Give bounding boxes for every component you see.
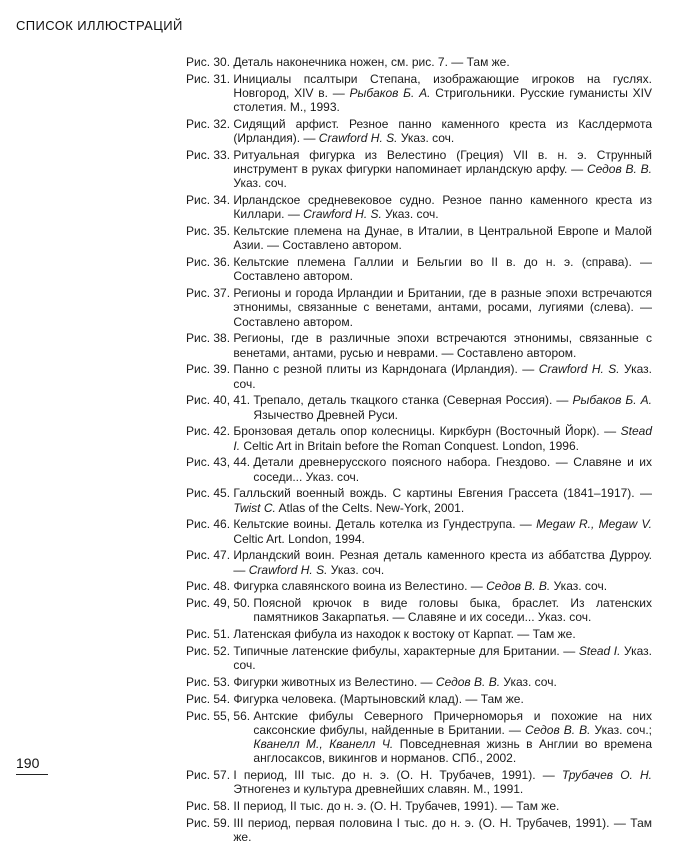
figure-caption (233, 117, 652, 145)
figure-caption (233, 72, 652, 115)
figure-caption (233, 517, 652, 545)
figure-caption (253, 455, 652, 483)
caption-text: Регионы и города Ирландии и Британии, где в разные эпохи встречаются этнонимы, связанные с венетами, антами, росами, лугиями (слева). — Составлено автором. (233, 286, 652, 329)
list-item (186, 72, 652, 115)
figure-caption (233, 424, 652, 452)
author-name: Stead I. (233, 424, 652, 453)
list-item (186, 548, 652, 576)
caption-text: Кельтские племена Галлии и Бельгии во II в. до н. э. (справа). — Составлено автором. (233, 255, 652, 284)
caption-text: Деталь наконечника ножен, см. рис. 7. — Там же. (233, 55, 510, 69)
list-item (186, 692, 652, 706)
list-item (186, 255, 652, 283)
author-name: Рыбаков Б. А. (349, 86, 431, 100)
figure-number: Рис. 57. (186, 768, 231, 782)
list-item (186, 424, 652, 452)
figure-caption (233, 255, 652, 283)
figure-caption (253, 596, 652, 624)
figure-number: Рис. 47. (186, 548, 231, 563)
list-item (186, 224, 652, 252)
figure-caption (233, 55, 652, 69)
figure-caption (233, 286, 652, 329)
author-name: Twist C. (233, 500, 276, 515)
caption-text: Кельтские воины. Деталь котелка из Гундеструпа. — (233, 517, 537, 532)
caption-text: Кельтские племена на Дунае, в Италии, в Центральной Европе и Малой Азии. — Составлено автором. (233, 224, 652, 253)
list-item (186, 117, 652, 145)
caption-text: Галльский военный вождь. С картины Евгения Грассета (1841–1917). — (233, 486, 652, 501)
illustrations-list (186, 55, 652, 847)
list-item (186, 331, 652, 359)
author-name: Кванелл М., Кванелл Ч. (253, 737, 394, 751)
running-header: СПИСОК ИЛЛЮСТРАЦИЙ (16, 18, 183, 33)
figure-number: Рис. 51. (186, 627, 231, 642)
author-name: Седов В. В. (435, 675, 501, 689)
list-item (186, 644, 652, 672)
caption-text: Ирландское средневековое судно. Резное панно каменного креста из Киллари. — (233, 193, 652, 222)
caption-text: Ирландский воин. Резная деталь каменного креста из аббатства Дурроу. — (233, 548, 652, 577)
list-item (186, 579, 652, 593)
list-item (186, 486, 652, 514)
figure-caption (233, 362, 652, 390)
caption-text: Латенская фибула из находок к востоку от Карпат. — Там же. (233, 627, 576, 642)
caption-text: Фигурка славянского воина из Велестино. — (233, 579, 487, 594)
caption-text: Панно с резной плиты из Карндонага (Ирландия). — (233, 362, 539, 377)
figure-number: Рис. 36. (186, 255, 231, 270)
caption-text: Сидящий арфист. Резное панно каменного креста из Каслдермота (Ирландия). — (233, 117, 652, 146)
caption-text: Celtic Art. London, 1994. (233, 531, 365, 546)
author-name: Crawford H. S. (538, 362, 620, 377)
caption-text: Указ. соч. (397, 131, 455, 146)
caption-text: Указ. соч. (550, 579, 608, 594)
figure-number: Рис. 55, 56. (186, 708, 251, 723)
caption-text: Фигурка человека. (Мартыновский клад). — Там же. (233, 691, 524, 706)
caption-text: Указ. соч. (381, 207, 439, 222)
list-item (186, 799, 652, 813)
caption-text: II период, II тыс. до н. э. (О. Н. Трубачев, 1991). — Там же. (233, 799, 560, 813)
figure-number: Рис. 59. (186, 815, 231, 830)
list-item (186, 455, 652, 483)
list-item (186, 362, 652, 390)
figure-caption (233, 224, 652, 252)
figure-number: Рис. 32. (186, 117, 231, 131)
caption-text: Ритуальная фигурка из Велестино (Греция) VII в. н. э. Струнный инструмент в руках фигурки напоминает ирландскую арфу. — (233, 148, 652, 177)
list-item (186, 596, 652, 624)
caption-text: Atlas of the Celts. New-York, 2001. (275, 500, 465, 515)
caption-text: Инициалы псалтыри Степана, изображающие игроков на гуслях. Новгород, XIV в. — (233, 71, 652, 100)
caption-text: Этногенез и культура древнейших славян. М., 1991. (233, 782, 524, 797)
figure-caption (233, 193, 652, 221)
list-item (186, 393, 652, 421)
figure-caption (233, 486, 652, 514)
list-item (186, 55, 652, 69)
list-item (186, 193, 652, 221)
author-name: Седов В. В. (486, 579, 551, 594)
list-item (186, 709, 652, 766)
author-name: Седов В. В. (586, 162, 652, 177)
caption-text: Указ. соч.; (590, 722, 653, 737)
caption-text: Указ. соч. (233, 176, 287, 191)
figure-number: Рис. 42. (186, 424, 231, 439)
figure-caption (233, 692, 652, 706)
figure-caption (233, 627, 652, 641)
figure-number: Рис. 39. (186, 362, 231, 377)
figure-number: Рис. 30. (186, 55, 231, 69)
figure-number: Рис. 49, 50. (186, 596, 251, 611)
author-name: Crawford H. S. (318, 131, 398, 146)
figure-caption (233, 331, 652, 359)
caption-text: Бронзовая деталь опор колесницы. Киркбурн (Восточный Йорк). — (233, 424, 621, 439)
caption-text: Типичные латенские фибулы, характерные для Британии. — (233, 644, 579, 658)
figure-caption (233, 579, 652, 593)
caption-text: I период, III тыс. до н. э. (О. Н. Трубачев, 1991). — (233, 768, 562, 782)
caption-text: Celtic Art in Britain before the Roman Conquest. London, 1996. (240, 438, 579, 453)
author-name: Рыбаков Б. А. (572, 393, 652, 408)
figure-caption (233, 799, 652, 813)
figure-caption (233, 816, 652, 844)
author-name: Megaw R., Megaw V. (536, 517, 652, 532)
caption-text: III период, первая половина I тыс. до н. э. (О. Н. Трубачев, 1991). — Там же. (233, 815, 652, 844)
list-item (186, 768, 652, 796)
figure-number: Рис. 34. (186, 193, 231, 208)
figure-number: Рис. 35. (186, 224, 231, 239)
figure-number: Рис. 40, 41. (186, 393, 251, 408)
caption-text: Стригольники. Русские гуманисты XIV столетия. М., 1993. (233, 86, 652, 115)
caption-text: Фигурки животных из Велестино. — (233, 675, 436, 689)
caption-text: Язычество Древней Руси. (253, 407, 398, 422)
author-name: Седов В. В. (524, 722, 591, 737)
list-item (186, 627, 652, 641)
figure-number: Рис. 54. (186, 691, 231, 706)
caption-text: Трепало, деталь ткацкого станка (Северная Россия). — (253, 393, 573, 408)
figure-number: Рис. 58. (186, 799, 231, 813)
list-item (186, 148, 652, 191)
author-name: Stead I. (578, 644, 621, 658)
page-number-rule (16, 774, 48, 775)
figure-number: Рис. 33. (186, 148, 231, 162)
figure-caption (233, 768, 652, 796)
list-item (186, 675, 652, 689)
caption-text: Повседневная жизнь в Англии во времена англосаксов, викингов и норманов. СПб., 2002. (253, 737, 652, 766)
figure-number: Рис. 48. (186, 579, 231, 594)
caption-text: Указ. соч. (233, 362, 653, 391)
caption-text: Указ. соч. (327, 562, 385, 577)
figure-number: Рис. 38. (186, 331, 231, 346)
figure-caption (233, 148, 652, 191)
figure-number: Рис. 53. (186, 675, 231, 689)
caption-text: Антские фибулы Северного Причерноморья и похожие на них саксонские фибулы, найденные в Британии. — (253, 708, 652, 737)
figure-caption (233, 644, 652, 672)
page-number: 190 (16, 755, 40, 771)
figure-caption (253, 709, 652, 766)
author-name: Crawford H. S. (303, 207, 382, 222)
list-item (186, 517, 652, 545)
author-name: Трубачев О. Н. (561, 768, 652, 782)
figure-caption (233, 548, 652, 576)
author-name: Crawford H. S. (248, 562, 328, 577)
list-item (186, 816, 652, 844)
figure-number: Рис. 46. (186, 517, 231, 532)
list-item (186, 286, 652, 329)
caption-text: Указ. соч. (500, 675, 557, 689)
figure-number: Рис. 31. (186, 71, 231, 86)
figure-number: Рис. 52. (186, 644, 231, 658)
caption-text: Регионы, где в различные эпохи встречаются этнонимы, связанные с венетами, антами, русью и неврами. — Составлено автором. (233, 331, 652, 360)
figure-number: Рис. 45. (186, 486, 231, 501)
figure-number: Рис. 43, 44. (186, 455, 251, 470)
caption-text: Поясной крючок в виде головы быка, браслет. Из латенских памятников Закарпатья. — Славяне и их соседи... Указ. соч. (253, 596, 652, 625)
figure-caption (253, 393, 652, 421)
caption-text: Детали древнерусского поясного набора. Гнездово. — Славяне и их соседи... Указ. соч. (253, 455, 652, 484)
figure-number: Рис. 37. (186, 286, 231, 301)
caption-text: Указ. соч. (233, 644, 652, 673)
figure-caption (233, 675, 652, 689)
